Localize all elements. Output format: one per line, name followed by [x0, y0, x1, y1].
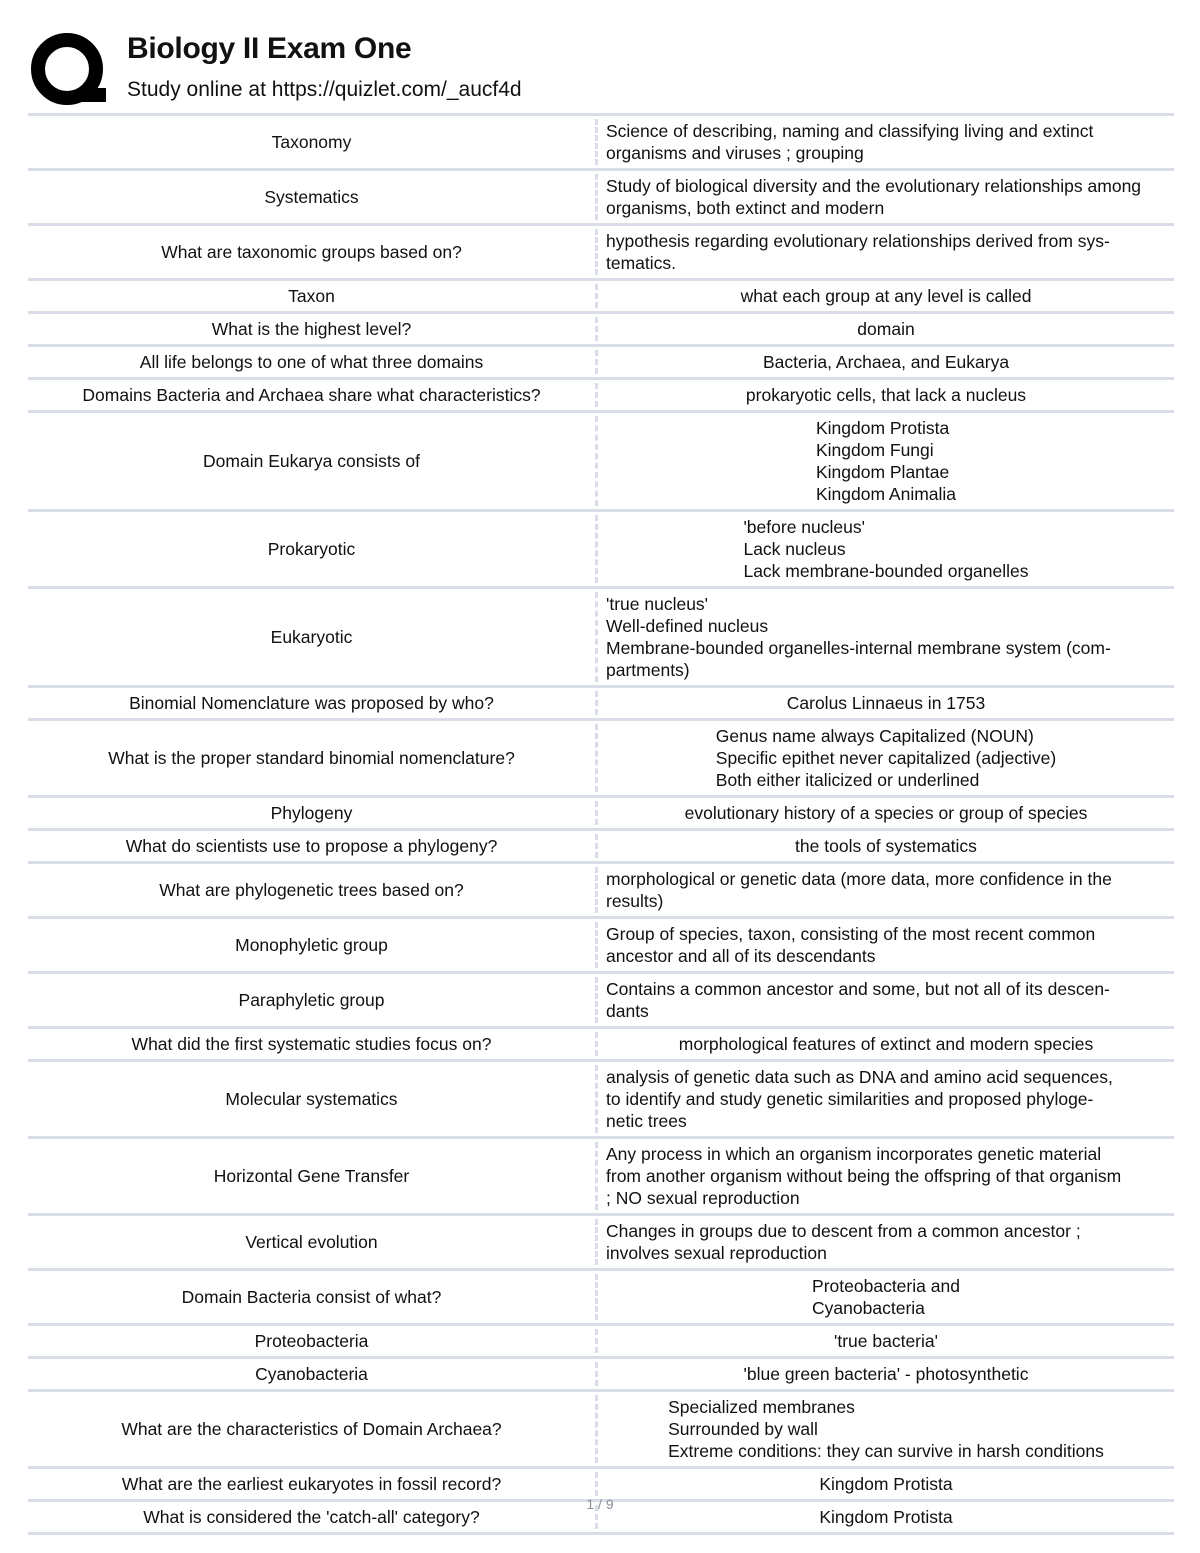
flashcard-row: [28, 512, 1174, 589]
card-definition-text: 'before nucleus' Lack nucleus Lack membrane-bounded organelles: [743, 517, 1029, 581]
card-term: What do scientists use to propose a phylogeny?: [125, 836, 498, 856]
card-definition: [601, 798, 1174, 828]
card-definition-text: the tools of systematics: [795, 836, 977, 856]
card-definition: [601, 1271, 1174, 1323]
flashcard-row: [28, 831, 1174, 864]
card-term: What is the highest level?: [211, 319, 412, 339]
card-definition: [601, 688, 1174, 718]
card-definition: [601, 226, 1174, 278]
flashcard-row: [28, 798, 1174, 831]
card-definition-text: prokaryotic cells, that lack a nucleus: [745, 385, 1027, 405]
card-term: Taxon: [288, 286, 335, 306]
card-term: All life belongs to one of what three domains: [139, 352, 484, 372]
card-definition: [601, 116, 1174, 168]
card-definition-text: Changes in groups due to descent from a common ancestor ; involves sexual reproduction: [606, 1221, 1081, 1263]
flashcard-row: [28, 688, 1174, 721]
card-definition-text: analysis of genetic data such as DNA and amino acid sequences, to identify and study genetic similarities and proposed phyloge- netic trees: [606, 1067, 1113, 1131]
card-definition: [601, 831, 1174, 861]
card-definition: [601, 1326, 1174, 1356]
card-definition-text: Genus name always Capitalized (NOUN) Specific epithet never capitalized (adjective) Both either italicized or underlined: [715, 726, 1057, 790]
card-term: Monophyletic group: [235, 935, 388, 955]
card-term: Domain Bacteria consist of what?: [181, 1287, 442, 1307]
flashcard-row: [28, 171, 1174, 226]
flashcard-row: [28, 1216, 1174, 1271]
flashcard-table: [28, 113, 1174, 1535]
card-term: Eukaryotic: [270, 627, 353, 647]
flashcard-row: [28, 1359, 1174, 1392]
card-definition: [601, 974, 1174, 1026]
flashcard-row: [28, 1271, 1174, 1326]
card-term: Horizontal Gene Transfer: [213, 1166, 410, 1186]
card-definition-text: Bacteria, Archaea, and Eukarya: [762, 352, 1010, 372]
study-online-link[interactable]: Study online at https://quizlet.com/_aucf4d: [127, 78, 522, 101]
flashcard-row: [28, 347, 1174, 380]
card-term: Molecular systematics: [225, 1089, 398, 1109]
card-definition: [601, 589, 1174, 685]
card-definition-text: 'true nucleus' Well-defined nucleus Membrane-bounded organelles-internal membrane system (com- partments): [606, 594, 1111, 680]
card-term: Taxonomy: [271, 132, 352, 152]
card-definition-text: Contains a common ancestor and some, but not all of its descen- dants: [606, 979, 1110, 1021]
card-definition-text: Proteobacteria and Cyanobacteria: [812, 1276, 960, 1318]
flashcard-row: [28, 864, 1174, 919]
flashcard-row: [28, 1062, 1174, 1139]
card-definition-text: morphological features of extinct and modern species: [678, 1034, 1094, 1054]
flashcard-row: [28, 1029, 1174, 1062]
card-definition: [601, 413, 1174, 509]
card-definition: [601, 919, 1174, 971]
card-definition: [601, 171, 1174, 223]
card-definition-text: Any process in which an organism incorporates genetic material from another organism without being the offspring of that organism ; NO sexual reproduction: [606, 1144, 1122, 1208]
card-definition-text: domain: [857, 319, 915, 339]
card-definition: [601, 1392, 1174, 1466]
card-term: What are the earliest eukaryotes in fossil record?: [121, 1474, 502, 1494]
card-definition-text: morphological or genetic data (more data, more confidence in the results): [606, 869, 1112, 911]
card-definition: [601, 314, 1174, 344]
flashcard-row: [28, 974, 1174, 1029]
flashcard-row: [28, 1139, 1174, 1216]
card-term: Prokaryotic: [267, 539, 356, 559]
card-term: What are phylogenetic trees based on?: [159, 880, 464, 900]
card-term: Proteobacteria: [254, 1331, 369, 1351]
card-term: Vertical evolution: [245, 1232, 378, 1252]
card-definition: [601, 1139, 1174, 1213]
card-definition-text: Kingdom Protista Kingdom Fungi Kingdom Plantae Kingdom Animalia: [815, 418, 957, 504]
flashcard-row: [28, 281, 1174, 314]
flashcard-row: [28, 314, 1174, 347]
card-term: What are the characteristics of Domain Archaea?: [121, 1419, 502, 1439]
flashcard-row: [28, 721, 1174, 798]
card-definition-text: Specialized membranes Surrounded by wall Extreme conditions: they can survive in harsh conditions: [668, 1397, 1104, 1461]
card-term: Phylogeny: [270, 803, 353, 823]
page-number: 1 / 9: [586, 1496, 614, 1512]
card-term: Paraphyletic group: [238, 990, 385, 1010]
flashcard-row: [28, 589, 1174, 688]
card-definition: [601, 1062, 1174, 1136]
card-definition: [601, 864, 1174, 916]
card-definition-text: hypothesis regarding evolutionary relationships derived from sys- tematics.: [606, 231, 1110, 273]
card-definition: [601, 1469, 1174, 1499]
card-definition: [601, 512, 1174, 586]
card-definition-text: Kingdom Protista: [819, 1474, 953, 1494]
card-definition-text: Group of species, taxon, consisting of the most recent common ancestor and all of its descendants: [606, 924, 1096, 966]
flashcard-row: [28, 116, 1174, 171]
card-definition-text: Study of biological diversity and the evolutionary relationships among organisms, both extinct and modern: [606, 176, 1142, 218]
card-term: Domains Bacteria and Archaea share what characteristics?: [82, 385, 541, 405]
card-term: What is the proper standard binomial nomenclature?: [108, 748, 515, 768]
card-definition-text: what each group at any level is called: [740, 286, 1032, 306]
flashcard-row: [28, 413, 1174, 512]
card-definition: [601, 721, 1174, 795]
card-definition-text: Carolus Linnaeus in 1753: [786, 693, 986, 713]
card-definition-text: Kingdom Protista: [819, 1507, 953, 1527]
card-term: What is considered the 'catch-all' category?: [143, 1507, 480, 1527]
header: [30, 28, 1175, 110]
card-definition: [601, 1029, 1174, 1059]
card-definition-text: Science of describing, naming and classifying living and extinct organisms and viruses ; grouping: [606, 121, 1094, 163]
card-definition: [601, 1216, 1174, 1268]
flashcard-row: [28, 919, 1174, 974]
page-title: Biology II Exam One: [127, 32, 412, 65]
flashcard-row: [28, 226, 1174, 281]
card-term: Binomial Nomenclature was proposed by who?: [129, 693, 494, 713]
flashcard-row: [28, 1326, 1174, 1359]
card-definition: [601, 1359, 1174, 1389]
card-definition-text: 'true bacteria': [834, 1331, 938, 1351]
quizlet-logo-icon: [30, 32, 108, 110]
card-term: Cyanobacteria: [255, 1364, 368, 1384]
card-definition-text: evolutionary history of a species or group of species: [684, 803, 1088, 823]
card-definition-text: 'blue green bacteria' - photosynthetic: [743, 1364, 1029, 1384]
card-definition: [601, 380, 1174, 410]
flashcard-row: [28, 1392, 1174, 1469]
card-definition: [601, 281, 1174, 311]
card-definition: [601, 347, 1174, 377]
card-term: Domain Eukarya consists of: [203, 451, 420, 471]
card-term: What are taxonomic groups based on?: [161, 242, 462, 262]
card-term: What did the first systematic studies focus on?: [131, 1034, 492, 1054]
flashcard-row: [28, 380, 1174, 413]
card-term: Systematics: [264, 187, 359, 207]
